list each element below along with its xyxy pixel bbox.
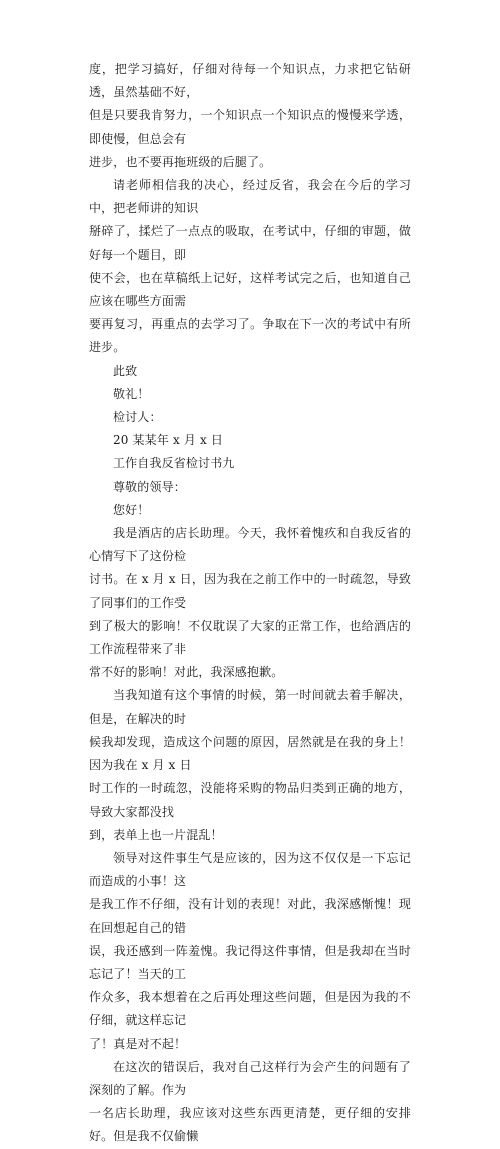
text-line: 掰碎了，揉烂了一点点的吸取，在考试中，仔细的审题，做好每一个题目，即 [89,224,411,262]
text-line: 在这次的错误后，我对自己这样行为会产生的问题有了深刻的了解。作为 [89,1059,411,1097]
text-line: 了！真是对不起！ [89,1036,187,1051]
text-line: 敬礼！ [113,386,150,401]
text-line: 此致 [113,363,138,378]
text-line: 工作自我反省检讨书九 [113,456,235,471]
paragraph [89,1056,411,1149]
paragraph [89,684,411,846]
paragraph [89,452,411,475]
text-line: 使不会，也在草稿纸上记好，这样考试完之后，也知道自己应该在哪些方面需 [89,270,411,309]
text-line: 检讨人： [113,410,162,425]
paragraph [89,58,411,174]
paragraph [89,429,411,452]
text-line: 作众多，我本想着在之后再处理这些问题，但是因为我的不仔细，就这样忘记 [89,990,411,1028]
paragraph [89,383,411,406]
text-line: 20 某某年 x 月 x 日 [113,433,223,448]
text-line: 到，表单上也一片混乱！ [89,827,223,842]
text-line: 候我却发现，造成这个问题的原因，居然就是在我的身上！因为我在 x 月 x 日 [89,734,411,773]
text-line: 请老师相信我的决心，经过反省，我会在今后的学习中，把老师讲的知识 [89,178,411,216]
text-line: 到了极大的影响！不仅耽误了大家的正常工作，也给酒店的工作流程带来了非 [89,618,411,657]
text-line: 常不好的影响！对此，我深感抱歉。 [89,665,284,680]
text-line: 尊敬的领导： [113,479,186,494]
text-line: 进步，也不要再拖班级的后腿了。 [89,154,272,169]
text-line: 您好！ [113,502,150,517]
text-line: 时工作的一时疏忽，没能将采购的物品归类到正确的地方，导致大家都没找 [89,781,411,819]
text-line: 当我知道有这个事情的时候，第一时间就去着手解决，但是，在解决的时 [89,688,411,726]
paragraph [89,847,411,1056]
text-line: 一名店长助理，我应该对这些东西更清楚，更仔细的安排好。但是我不仅偷懒 [89,1106,411,1144]
text-line: 是我工作不仔细，没有计划的表现！对此，我深感惭愧！现在回想起自己的错 [89,897,411,935]
paragraph [89,406,411,429]
paragraph [89,522,411,684]
text-line: 领导对这件事生气是应该的，因为这不仅仅是一下忘记而造成的小事！这 [89,850,411,889]
text-line: 讨书。在 x 月 x 日，因为我在之前工作中的一时疏忽，导致了同事们的工作受 [89,572,411,610]
text-line: 要再复习，再重点的去学习了。争取在下一次的考试中有所进步。 [89,317,411,355]
text-line: 度，把学习搞好，仔细对待每一个知识点，力求把它钻研透，虽然基础不好， [89,62,411,100]
text-line: 误，我还感到一阵羞愧。我记得这件事情，但是我却在当时忘记了！当天的工 [89,943,411,981]
document-body [89,58,411,1149]
text-line: 我是酒店的店长助理。今天，我怀着愧疚和自我反省的心情写下了这份检 [89,526,411,564]
paragraph [89,360,411,383]
paragraph [89,499,411,522]
paragraph [89,174,411,360]
paragraph [89,476,411,499]
text-line: 但是只要我肯努力，一个知识点一个知识点的慢慢来学透，即使慢，但总会有 [89,108,411,146]
